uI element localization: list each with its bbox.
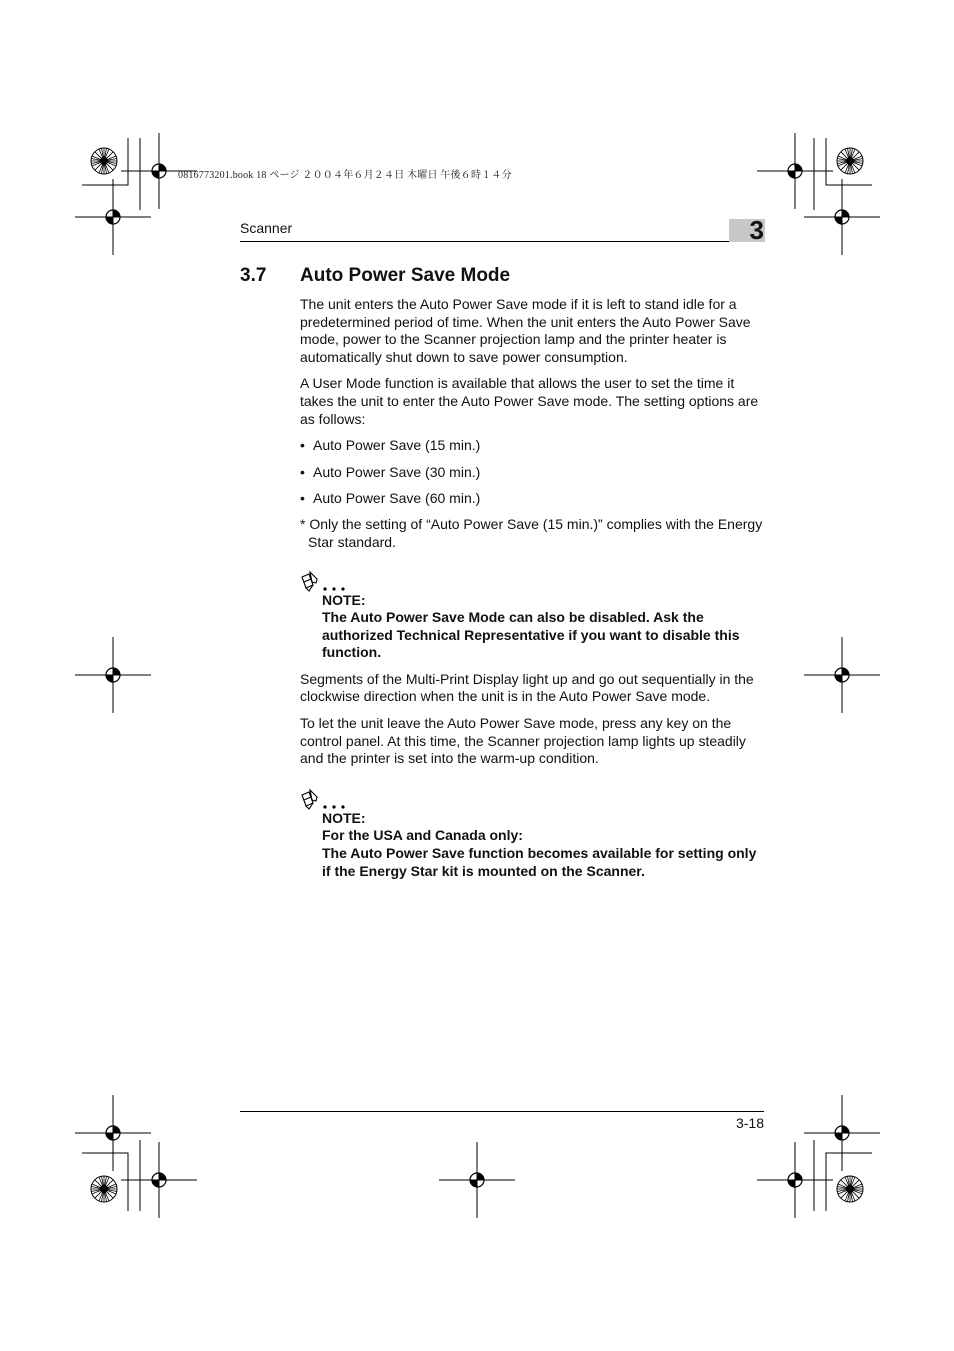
note-label: NOTE:: [322, 591, 366, 608]
list-item-text: Auto Power Save (60 min.): [313, 489, 481, 506]
footer-rule: [240, 1111, 764, 1112]
pencil-note-icon: [300, 788, 348, 810]
paragraph: Segments of the Multi-Print Display light up and go out sequentially in the clockwise direction when the unit is in the Auto Power Save mode.: [300, 670, 754, 705]
paragraph: A User Mode function is available that allows the user to set the time it takes the unit to enter the Auto Power Save mode. The setting options are as follows:: [300, 375, 759, 427]
section-heading: [240, 265, 510, 287]
list-item: [300, 464, 766, 482]
bullet-icon: •: [300, 489, 305, 506]
list-item: [300, 437, 766, 455]
note-text: The Auto Power Save Mode can also be disabled. Ask the authorized Technical Representative if you want to disable this function.: [322, 609, 740, 661]
bullet-icon: •: [300, 437, 305, 454]
options-list: [300, 437, 766, 507]
note-block: [300, 788, 766, 880]
section-title: Auto Power Save Mode: [300, 265, 511, 286]
list-item-text: Auto Power Save (30 min.): [313, 463, 481, 480]
note-label: NOTE:: [322, 809, 366, 826]
header-rule: [240, 241, 764, 242]
chapter-number: 3: [749, 215, 764, 245]
note-text: The Auto Power Save function becomes available for setting only if the Energy Star kit is mounted on the Scanner.: [322, 845, 757, 879]
section-body: [300, 296, 766, 889]
bullet-icon: •: [300, 463, 305, 480]
running-header: Scanner: [240, 220, 293, 236]
paragraph: To let the unit leave the Auto Power Save mode, press any key on the control panel. At this time, the Scanner projection lamp lights up steadily and the printer is set into the warm-up condition.: [300, 715, 746, 767]
page-number: 3-18: [735, 1115, 764, 1131]
list-item-text: Auto Power Save (15 min.): [313, 437, 481, 454]
section-number: 3.7: [240, 265, 267, 286]
print-info-line: 0816773201.book 18 ページ ２００４年６月２４日 木曜日 午後６時１４分: [178, 170, 512, 181]
note-text: For the USA and Canada only:: [322, 827, 523, 844]
list-item: [300, 490, 766, 508]
pencil-note-icon: [300, 570, 348, 592]
paragraph: The unit enters the Auto Power Save mode if it is left to stand idle for a predetermined period of time. When the unit enters the Auto Power Save mode, power to the Scanner projection lamp and the printer heater is automatically shut down to save power consumption.: [300, 296, 751, 365]
footnote: * Only the setting of “Auto Power Save (15 min.)” complies with the Energy Star standard.: [300, 516, 763, 550]
note-block: [300, 570, 766, 662]
